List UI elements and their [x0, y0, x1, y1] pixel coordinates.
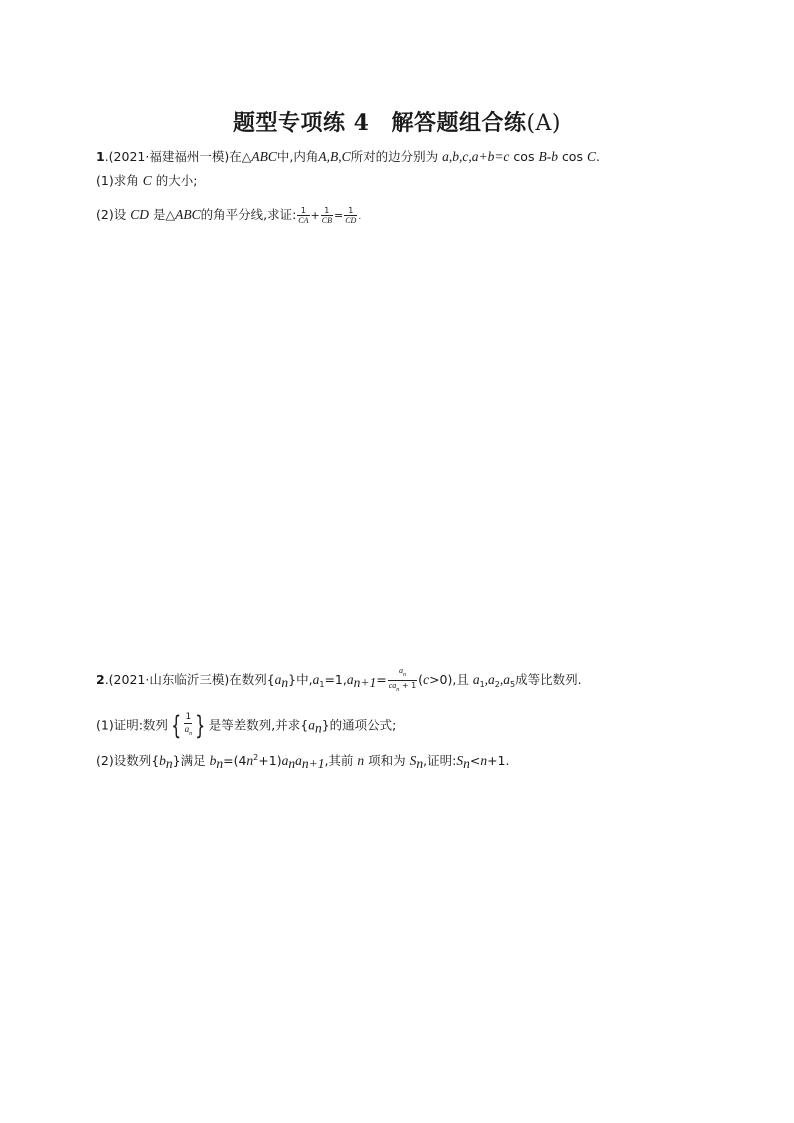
- recurrence-fraction: [388, 666, 417, 695]
- math-var: A,B,C: [318, 149, 351, 164]
- math-var: a: [281, 753, 289, 768]
- text: +1.: [487, 753, 510, 768]
- math-var: ABC: [251, 149, 277, 164]
- triangle-symbol: △: [165, 207, 176, 222]
- text: (2)设: [96, 207, 127, 222]
- problem-2-part-2: [96, 749, 509, 773]
- math-var: b: [159, 753, 166, 768]
- problem-2-part-1: [96, 712, 396, 740]
- math-var: a: [346, 672, 354, 687]
- math-expr: + 1: [399, 681, 417, 690]
- fraction-numerator: 1: [297, 206, 309, 216]
- fraction-1-over-cd: [344, 206, 357, 225]
- text: 在: [229, 149, 242, 164]
- text: ,其前: [324, 753, 354, 768]
- fraction-numerator: 1: [321, 206, 333, 216]
- math-op: <: [469, 753, 481, 768]
- text: 的大小;: [155, 173, 198, 188]
- math-var: a: [308, 717, 315, 733]
- right-brace: }: [195, 711, 206, 741]
- math-var: S: [409, 753, 417, 768]
- text: >0),且: [429, 672, 469, 687]
- math-sub: n: [165, 756, 173, 771]
- math-sub: n: [402, 672, 406, 678]
- fraction-1-over-an: [184, 712, 192, 740]
- math-var: ABC: [175, 207, 201, 222]
- math-var: a: [472, 672, 480, 687]
- math-sub: 2: [494, 680, 500, 689]
- math-var: C: [142, 173, 152, 188]
- text: }中,: [288, 672, 313, 687]
- fraction-1-over-cb: [321, 206, 333, 225]
- fraction-denominator: [388, 681, 417, 695]
- math-var: c: [423, 672, 430, 687]
- math-var: ,a: [499, 672, 511, 687]
- left-brace: {: [171, 711, 182, 741]
- math-sub: 1: [479, 680, 485, 689]
- fraction-denominator: CD: [345, 216, 357, 225]
- math-sub: n: [288, 756, 296, 771]
- title-main: 题型专项练 4: [232, 110, 370, 136]
- math-sub: n: [216, 756, 224, 771]
- text: =1,: [324, 672, 347, 687]
- problem-2-stem: [96, 666, 582, 695]
- math-sub: n+1: [353, 675, 377, 690]
- fraction-numerator: [388, 666, 417, 681]
- math-sub: n: [189, 731, 193, 737]
- math-var: a: [184, 724, 190, 734]
- problem-2-source: .(2021·山东临沂三模): [104, 672, 230, 687]
- math-sub: 5: [510, 680, 516, 689]
- math-sup: 2: [253, 753, 259, 762]
- math-sub: n: [396, 687, 400, 693]
- math-func: cos: [561, 149, 583, 164]
- problem-1-number: 1: [96, 149, 105, 164]
- math-op: =: [376, 672, 387, 687]
- math-func: cos: [513, 149, 535, 164]
- math-expr: =(4: [223, 753, 247, 768]
- math-var: ,a: [484, 672, 495, 687]
- text: (2)设数列{: [96, 753, 160, 768]
- page-title: [0, 106, 794, 137]
- fraction-denominator: CB: [321, 216, 332, 225]
- math-var: a: [274, 672, 282, 687]
- text: .: [358, 212, 362, 222]
- fraction-numerator: 1: [185, 712, 192, 722]
- math-var: n: [357, 753, 365, 768]
- problem-1-stem: [96, 148, 600, 166]
- math-var: C: [586, 149, 596, 164]
- math-var: ca: [388, 681, 397, 690]
- text: (1)证明:数列: [96, 717, 168, 733]
- math-sub: n+1: [301, 756, 325, 771]
- text: ,证明:: [423, 753, 457, 768]
- math-sub: n: [281, 675, 289, 690]
- text: 是等差数列,并求{: [208, 717, 309, 733]
- math-var: a: [398, 666, 403, 675]
- problem-2-number: 2: [96, 672, 105, 687]
- text: .: [595, 149, 600, 164]
- math-sub: n: [314, 720, 322, 736]
- math-sub: n: [463, 756, 470, 771]
- math-sub: 1: [319, 680, 325, 689]
- text: 在数列{: [229, 672, 275, 687]
- title-sub: 解答题组合练: [391, 110, 527, 136]
- text: 所对的边分别为: [350, 149, 439, 164]
- text: (: [418, 672, 424, 687]
- math-var: a: [312, 672, 320, 687]
- text: 中,内角: [276, 149, 319, 164]
- text: }满足: [172, 753, 206, 768]
- math-op: =: [333, 209, 344, 222]
- text: }的通项公式;: [321, 717, 397, 733]
- math-expr: +1): [258, 753, 282, 768]
- fraction-numerator: 1: [344, 206, 357, 216]
- math-var: CD: [130, 207, 149, 222]
- title-variant: (A): [526, 111, 562, 136]
- math-var: B: [538, 149, 547, 164]
- text: 项和为: [368, 753, 406, 768]
- problem-1-part-1: [96, 172, 197, 190]
- fraction-denominator: CA: [298, 216, 309, 225]
- text: 是: [152, 207, 166, 222]
- text: 成等比数列.: [515, 672, 582, 687]
- problem-1-part-2: [96, 206, 361, 226]
- fraction-1-over-ca: [297, 206, 309, 225]
- math-expr: -b: [546, 149, 558, 164]
- math-var: n: [246, 753, 254, 768]
- math-var: b: [209, 753, 217, 768]
- math-expr: a,b,c,a+b=c: [442, 149, 510, 164]
- math-sub: n: [416, 756, 424, 771]
- problem-1-source: .(2021·福建福州一模): [104, 149, 230, 164]
- math-var: a: [295, 753, 302, 768]
- math-var: n: [480, 753, 488, 768]
- math-var: S: [456, 753, 464, 768]
- text: 的角平分线,求证:: [200, 207, 297, 222]
- triangle-symbol: △: [241, 149, 252, 164]
- fraction-denominator: [184, 724, 192, 740]
- math-op: +: [310, 209, 320, 222]
- text: (1)求角: [96, 173, 139, 188]
